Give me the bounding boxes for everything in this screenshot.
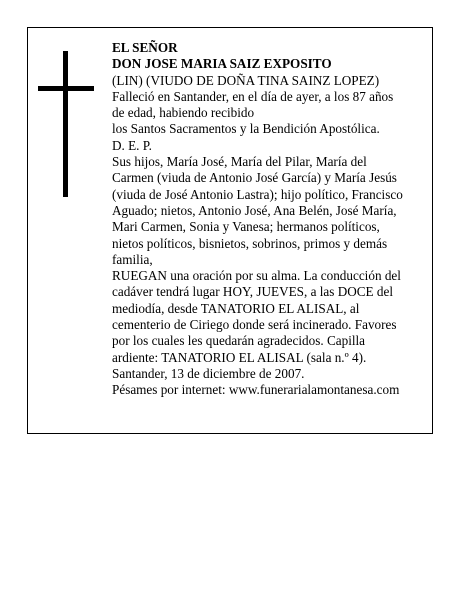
notice-line: de edad, habiendo recibido bbox=[112, 105, 255, 121]
notice-line: (viuda de José Antonio Lastra); hijo político, Francisco bbox=[112, 186, 403, 202]
notice-line: ardiente: TANATORIO EL ALISAL (sala n.º 4). bbox=[112, 349, 367, 365]
notice-line: Carmen (viuda de Antonio José García) y María Jesús bbox=[112, 170, 397, 186]
notice-line: Santander, 13 de diciembre de 2007. bbox=[112, 365, 305, 381]
cross-vertical-bar bbox=[63, 51, 68, 197]
notice-line: los Santos Sacramentos y la Bendición Apostólica. bbox=[112, 121, 380, 137]
notice-line: cadáver tendrá lugar HOY, JUEVES, a las DOCE del bbox=[112, 284, 394, 300]
notice-line: (LIN) (VIUDO DE DOÑA TINA SAINZ LOPEZ) bbox=[112, 72, 380, 88]
notice-line: Pésames por internet: www.funerarialamontanesa.com bbox=[112, 382, 400, 398]
notice-line: D. E. P. bbox=[112, 137, 152, 153]
notice-line: cementerio de Ciriego donde será incinerado. Favores bbox=[112, 317, 397, 333]
cross-icon bbox=[38, 51, 94, 197]
notice-line: Mari Carmen, Sonia y Vanesa; hermanos políticos, bbox=[112, 219, 380, 235]
notice-line: Aguado; nietos, Antonio José, Ana Belén, José María, bbox=[112, 202, 397, 218]
obituary-text bbox=[112, 40, 428, 399]
notice-line: Falleció en Santander, en el día de ayer, a los 87 años bbox=[112, 88, 394, 104]
notice-line: RUEGAN una oración por su alma. La conducción del bbox=[112, 268, 401, 284]
notice-line: familia, bbox=[112, 251, 153, 267]
notice-line: por los cuales les quedarán agradecidos. Capilla bbox=[112, 333, 366, 349]
notice-line: nietos políticos, bisnietos, sobrinos, primos y demás bbox=[112, 235, 388, 251]
notice-header: EL SEÑOR bbox=[112, 40, 178, 55]
notice-line: Sus hijos, María José, María del Pilar, María del bbox=[112, 154, 367, 170]
cross-horizontal-bar bbox=[38, 86, 94, 91]
notice-line: mediodía, desde TANATORIO EL ALISAL, al bbox=[112, 300, 360, 316]
deceased-name: DON JOSE MARIA SAIZ EXPOSITO bbox=[112, 56, 332, 72]
